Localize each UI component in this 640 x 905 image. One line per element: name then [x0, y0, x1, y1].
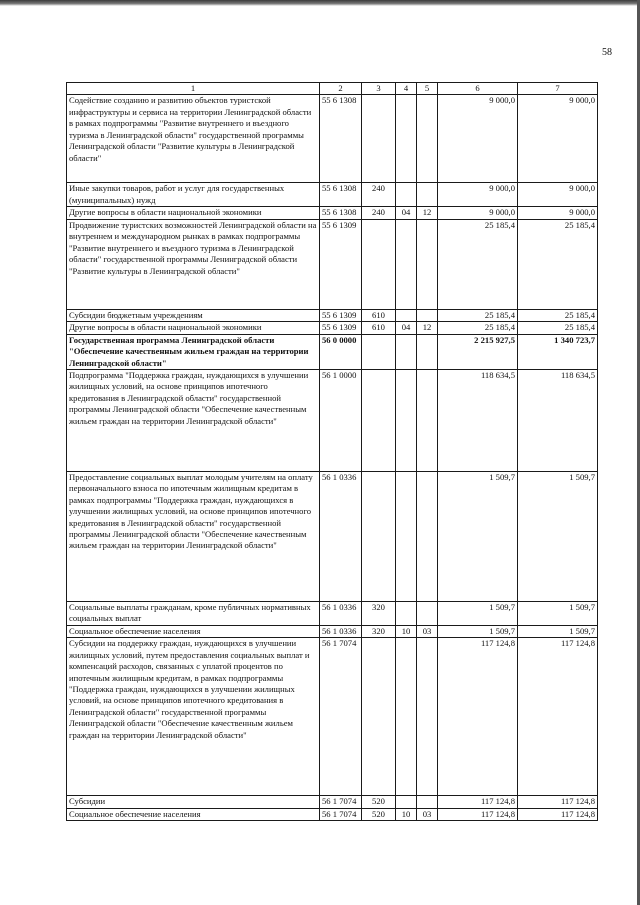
cell-sum-1: 9 000,0 — [438, 207, 518, 219]
cell-csr: 55 6 1309 — [320, 322, 362, 334]
budget-table — [66, 82, 598, 821]
table-row — [67, 601, 598, 625]
cell-vr — [362, 219, 396, 309]
cell-vr — [362, 638, 396, 796]
cell-sum-2: 25 185,4 — [518, 322, 598, 334]
cell-pr: 12 — [417, 322, 438, 334]
cell-pr: 03 — [417, 625, 438, 637]
cell-csr: 56 1 7074 — [320, 808, 362, 820]
cell-rz — [396, 219, 417, 309]
cell-vr: 320 — [362, 625, 396, 637]
cell-name: Предоставление социальных выплат молодым учителям на оплату первоначального взноса по ипотечным жилищным кредитам в рамках подпрограммы "Поддержка граждан, нуждающихся в улучшении жилищных условий, на основе принципов ипотечного кредитования в Ленинградской области" государственной программы Ленинградской области "Обеспечение качественным жильем граждан на территории Ленинградской области" — [67, 471, 320, 601]
cell-csr: 55 6 1308 — [320, 207, 362, 219]
col-header-name: 1 — [67, 83, 320, 95]
cell-pr — [417, 183, 438, 207]
cell-vr — [362, 471, 396, 601]
cell-name: Содействие созданию и развитию объектов туристской инфраструктуры и сервиса на территории Ленинградской области в рамках подпрограммы "Развитие внутреннего и въездного туризма в Ленинградской области" государственной программы Ленинградской области "Развитие культуры в Ленинградской области" — [67, 95, 320, 183]
cell-sum-2: 1 340 723,7 — [518, 334, 598, 369]
table-row — [67, 638, 598, 796]
cell-sum-2: 117 124,8 — [518, 796, 598, 808]
col-header-vr: 3 — [362, 83, 396, 95]
table-row — [67, 309, 598, 321]
cell-sum-1: 25 185,4 — [438, 322, 518, 334]
cell-sum-2: 9 000,0 — [518, 183, 598, 207]
scan-edge-top — [0, 0, 640, 6]
cell-sum-1: 25 185,4 — [438, 309, 518, 321]
cell-name: Субсидии на поддержку граждан, нуждающихся в улучшении жилищных условий, путем предоставления социальных выплат и компенсаций расходов, связанных с уплатой процентов по ипотечным жилищным кредитам, в рамках подпрограммы "Поддержка граждан, нуждающихся в улучшении жилищных условий, на основе принципов ипотечного кредитования в Ленинградской области" государственной программы Ленинградской области "Обеспечение качественным жильем граждан на территории Ленинградской области" — [67, 638, 320, 796]
cell-sum-1: 1 509,7 — [438, 601, 518, 625]
cell-sum-2: 118 634,5 — [518, 369, 598, 471]
table-row — [67, 808, 598, 820]
cell-csr: 56 1 0336 — [320, 471, 362, 601]
cell-sum-2: 1 509,7 — [518, 625, 598, 637]
cell-sum-1: 117 124,8 — [438, 796, 518, 808]
cell-csr: 56 1 0336 — [320, 625, 362, 637]
table-row — [67, 369, 598, 471]
cell-pr — [417, 471, 438, 601]
cell-csr: 55 6 1309 — [320, 309, 362, 321]
cell-sum-1: 117 124,8 — [438, 808, 518, 820]
col-header-sum2: 7 — [518, 83, 598, 95]
cell-csr: 55 6 1309 — [320, 219, 362, 309]
cell-name: Иные закупки товаров, работ и услуг для государственных (муниципальных) нужд — [67, 183, 320, 207]
cell-rz — [396, 601, 417, 625]
cell-name: Социальное обеспечение населения — [67, 625, 320, 637]
cell-name: Другие вопросы в области национальной экономики — [67, 322, 320, 334]
cell-rz — [396, 796, 417, 808]
cell-name: Другие вопросы в области национальной экономики — [67, 207, 320, 219]
cell-vr: 320 — [362, 601, 396, 625]
table-row — [67, 796, 598, 808]
table-row — [67, 95, 598, 183]
cell-rz — [396, 334, 417, 369]
cell-csr: 56 1 7074 — [320, 638, 362, 796]
col-header-sum1: 6 — [438, 83, 518, 95]
cell-rz: 10 — [396, 625, 417, 637]
cell-sum-1: 1 509,7 — [438, 625, 518, 637]
cell-csr: 56 1 7074 — [320, 796, 362, 808]
col-header-pr: 5 — [417, 83, 438, 95]
cell-rz: 04 — [396, 322, 417, 334]
cell-sum-2: 117 124,8 — [518, 808, 598, 820]
cell-pr: 03 — [417, 808, 438, 820]
cell-pr — [417, 638, 438, 796]
cell-pr — [417, 95, 438, 183]
table-row — [67, 219, 598, 309]
cell-csr: 56 0 0000 — [320, 334, 362, 369]
cell-name: Субсидии бюджетным учреждениям — [67, 309, 320, 321]
cell-vr: 520 — [362, 796, 396, 808]
cell-pr — [417, 219, 438, 309]
cell-rz — [396, 95, 417, 183]
cell-vr: 610 — [362, 309, 396, 321]
cell-sum-1: 25 185,4 — [438, 219, 518, 309]
cell-csr: 56 1 0000 — [320, 369, 362, 471]
cell-name: Государственная программа Ленинградской области "Обеспечение качественным жильем граждан на территории Ленинградской области" — [67, 334, 320, 369]
cell-vr — [362, 95, 396, 183]
cell-sum-2: 1 509,7 — [518, 471, 598, 601]
cell-sum-2: 9 000,0 — [518, 207, 598, 219]
cell-rz: 10 — [396, 808, 417, 820]
cell-pr — [417, 369, 438, 471]
cell-pr — [417, 601, 438, 625]
cell-csr: 55 6 1308 — [320, 95, 362, 183]
cell-name: Социальное обеспечение населения — [67, 808, 320, 820]
cell-sum-1: 117 124,8 — [438, 638, 518, 796]
cell-rz — [396, 183, 417, 207]
cell-pr — [417, 334, 438, 369]
cell-vr: 240 — [362, 207, 396, 219]
cell-sum-2: 117 124,8 — [518, 638, 598, 796]
cell-name: Социальные выплаты гражданам, кроме публичных нормативных социальных выплат — [67, 601, 320, 625]
cell-vr: 240 — [362, 183, 396, 207]
table-header-row — [67, 83, 598, 95]
cell-name: Субсидии — [67, 796, 320, 808]
cell-name: Продвижение туристских возможностей Ленинградской области на внутреннем и международном рынках в рамках подпрограммы "Развитие внутреннего и въездного туризма в Ленинградской области" государственной программы Ленинградской области "Развитие культуры в Ленинградской области" — [67, 219, 320, 309]
cell-rz — [396, 471, 417, 601]
table-row — [67, 322, 598, 334]
cell-vr — [362, 334, 396, 369]
cell-csr: 56 1 0336 — [320, 601, 362, 625]
table-row — [67, 334, 598, 369]
cell-rz: 04 — [396, 207, 417, 219]
cell-vr: 520 — [362, 808, 396, 820]
cell-sum-2: 1 509,7 — [518, 601, 598, 625]
cell-sum-1: 118 634,5 — [438, 369, 518, 471]
cell-csr: 55 6 1308 — [320, 183, 362, 207]
cell-sum-1: 1 509,7 — [438, 471, 518, 601]
cell-sum-2: 9 000,0 — [518, 95, 598, 183]
page-number: 58 — [602, 47, 612, 58]
table-row — [67, 207, 598, 219]
col-header-rz: 4 — [396, 83, 417, 95]
cell-name: Подпрограмма "Поддержка граждан, нуждающихся в улучшении жилищных условий, на основе принципов ипотечного кредитования в Ленинградской области" государственной программы Ленинградской области "Обеспечение качественным жильем граждан на территории Ленинградской области" — [67, 369, 320, 471]
cell-pr — [417, 796, 438, 808]
col-header-csr: 2 — [320, 83, 362, 95]
cell-vr — [362, 369, 396, 471]
cell-rz — [396, 309, 417, 321]
cell-sum-2: 25 185,4 — [518, 219, 598, 309]
table-row — [67, 183, 598, 207]
cell-sum-2: 25 185,4 — [518, 309, 598, 321]
cell-rz — [396, 369, 417, 471]
cell-pr — [417, 309, 438, 321]
table-row — [67, 625, 598, 637]
cell-pr: 12 — [417, 207, 438, 219]
cell-vr: 610 — [362, 322, 396, 334]
cell-sum-1: 2 215 927,5 — [438, 334, 518, 369]
cell-rz — [396, 638, 417, 796]
cell-sum-1: 9 000,0 — [438, 95, 518, 183]
cell-sum-1: 9 000,0 — [438, 183, 518, 207]
table-row — [67, 471, 598, 601]
